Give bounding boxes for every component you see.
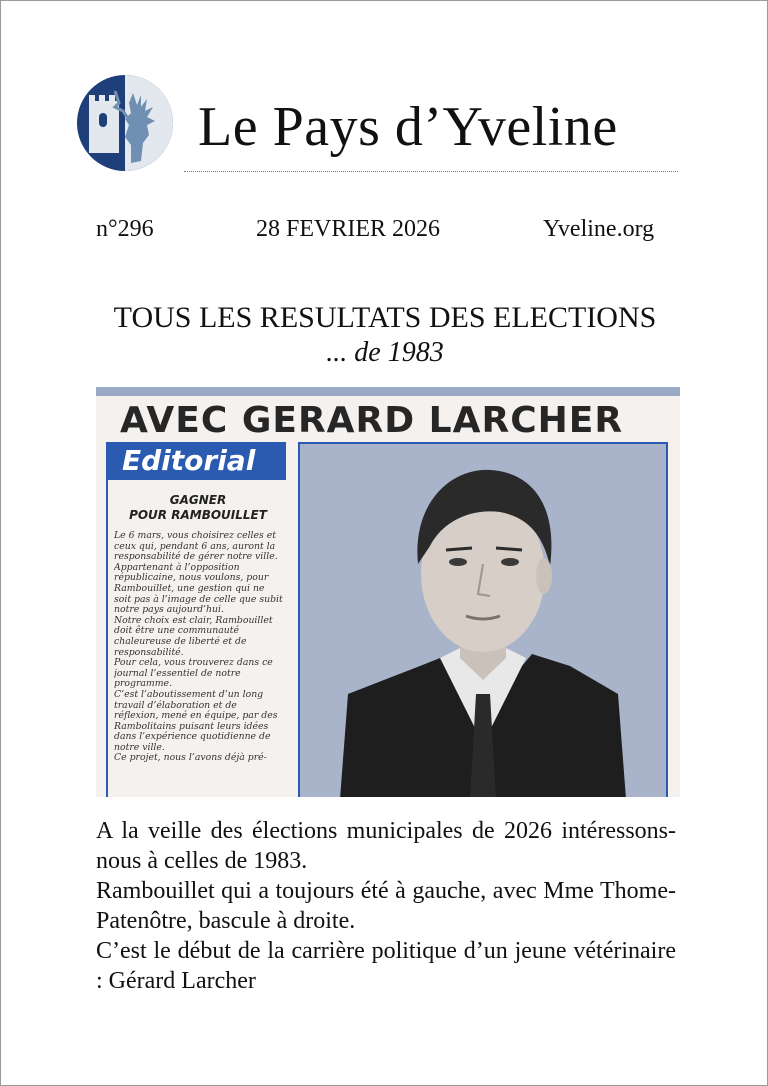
masthead-title: Le Pays d’Yveline — [198, 96, 618, 158]
clipping-top-bar — [96, 387, 680, 396]
issue-number: n°296 — [96, 216, 154, 242]
headline: TOUS LES RESULTATS DES ELECTIONS — [113, 301, 657, 334]
issue-date: 28 FEVRIER 2026 — [256, 216, 441, 242]
editorial-heading — [110, 493, 286, 523]
editorial-paragraph: Ce projet, nous l’avons déjà pré- — [114, 752, 267, 764]
article-body — [96, 816, 676, 996]
editorial-body — [114, 531, 284, 797]
editorial-tab: Editorial — [108, 442, 286, 480]
article-paragraph: C’est le début de la carrière politique d’un jeune vétérinaire : Gérard Larcher — [96, 938, 676, 994]
editorial-paragraph: Pour cela, vous trouverez dans ce journal l’essentiel de notre programme. — [114, 657, 273, 690]
portrait-photo-icon — [300, 444, 666, 797]
editorial-paragraph: Appartenant à l’opposition républicaine, nous voulons, pour Rambouillet, une gestion qui ne soit pas à l’image de celle que subit notre pays aujourd’hui. — [114, 561, 283, 616]
clipping-banner: AVEC GERARD LARCHER — [120, 400, 624, 441]
editorial-heading-line-1: GAGNER — [169, 493, 227, 507]
newspaper-clipping — [96, 387, 680, 797]
website-link[interactable]: Yveline.org — [543, 216, 655, 242]
stag-and-tower-logo-icon — [75, 73, 175, 173]
portrait-photo — [298, 442, 668, 797]
editorial-column-rule — [106, 442, 108, 797]
editorial-paragraph: C’est l’aboutissement d’un long travail d’élaboration et de réflexion, mené en équipe, par des Rambolitains puisant leurs idées dans l’expérience quotidienne de notre ville. — [114, 688, 278, 753]
article-paragraph: A la veille des élections municipales de 2026 intéressons-nous à celles de 1983. — [96, 818, 676, 874]
editorial-heading-line-2: POUR RAMBOUILLET — [129, 508, 267, 522]
masthead-divider — [184, 171, 678, 172]
editorial-paragraph: Notre choix est clair, Rambouillet doit être une communauté chaleureuse de liberté et de responsabilité. — [114, 614, 273, 658]
article-paragraph: Rambouillet qui a toujours été à gauche, avec Mme Thome-Patenôtre, bascule à droite. — [96, 878, 676, 934]
headline-subtitle: ... de 1983 — [326, 337, 444, 368]
editorial-paragraph: Le 6 mars, vous choisirez celles et ceux qui, pendant 6 ans, auront la responsabilité de gérer notre ville. — [114, 531, 278, 563]
